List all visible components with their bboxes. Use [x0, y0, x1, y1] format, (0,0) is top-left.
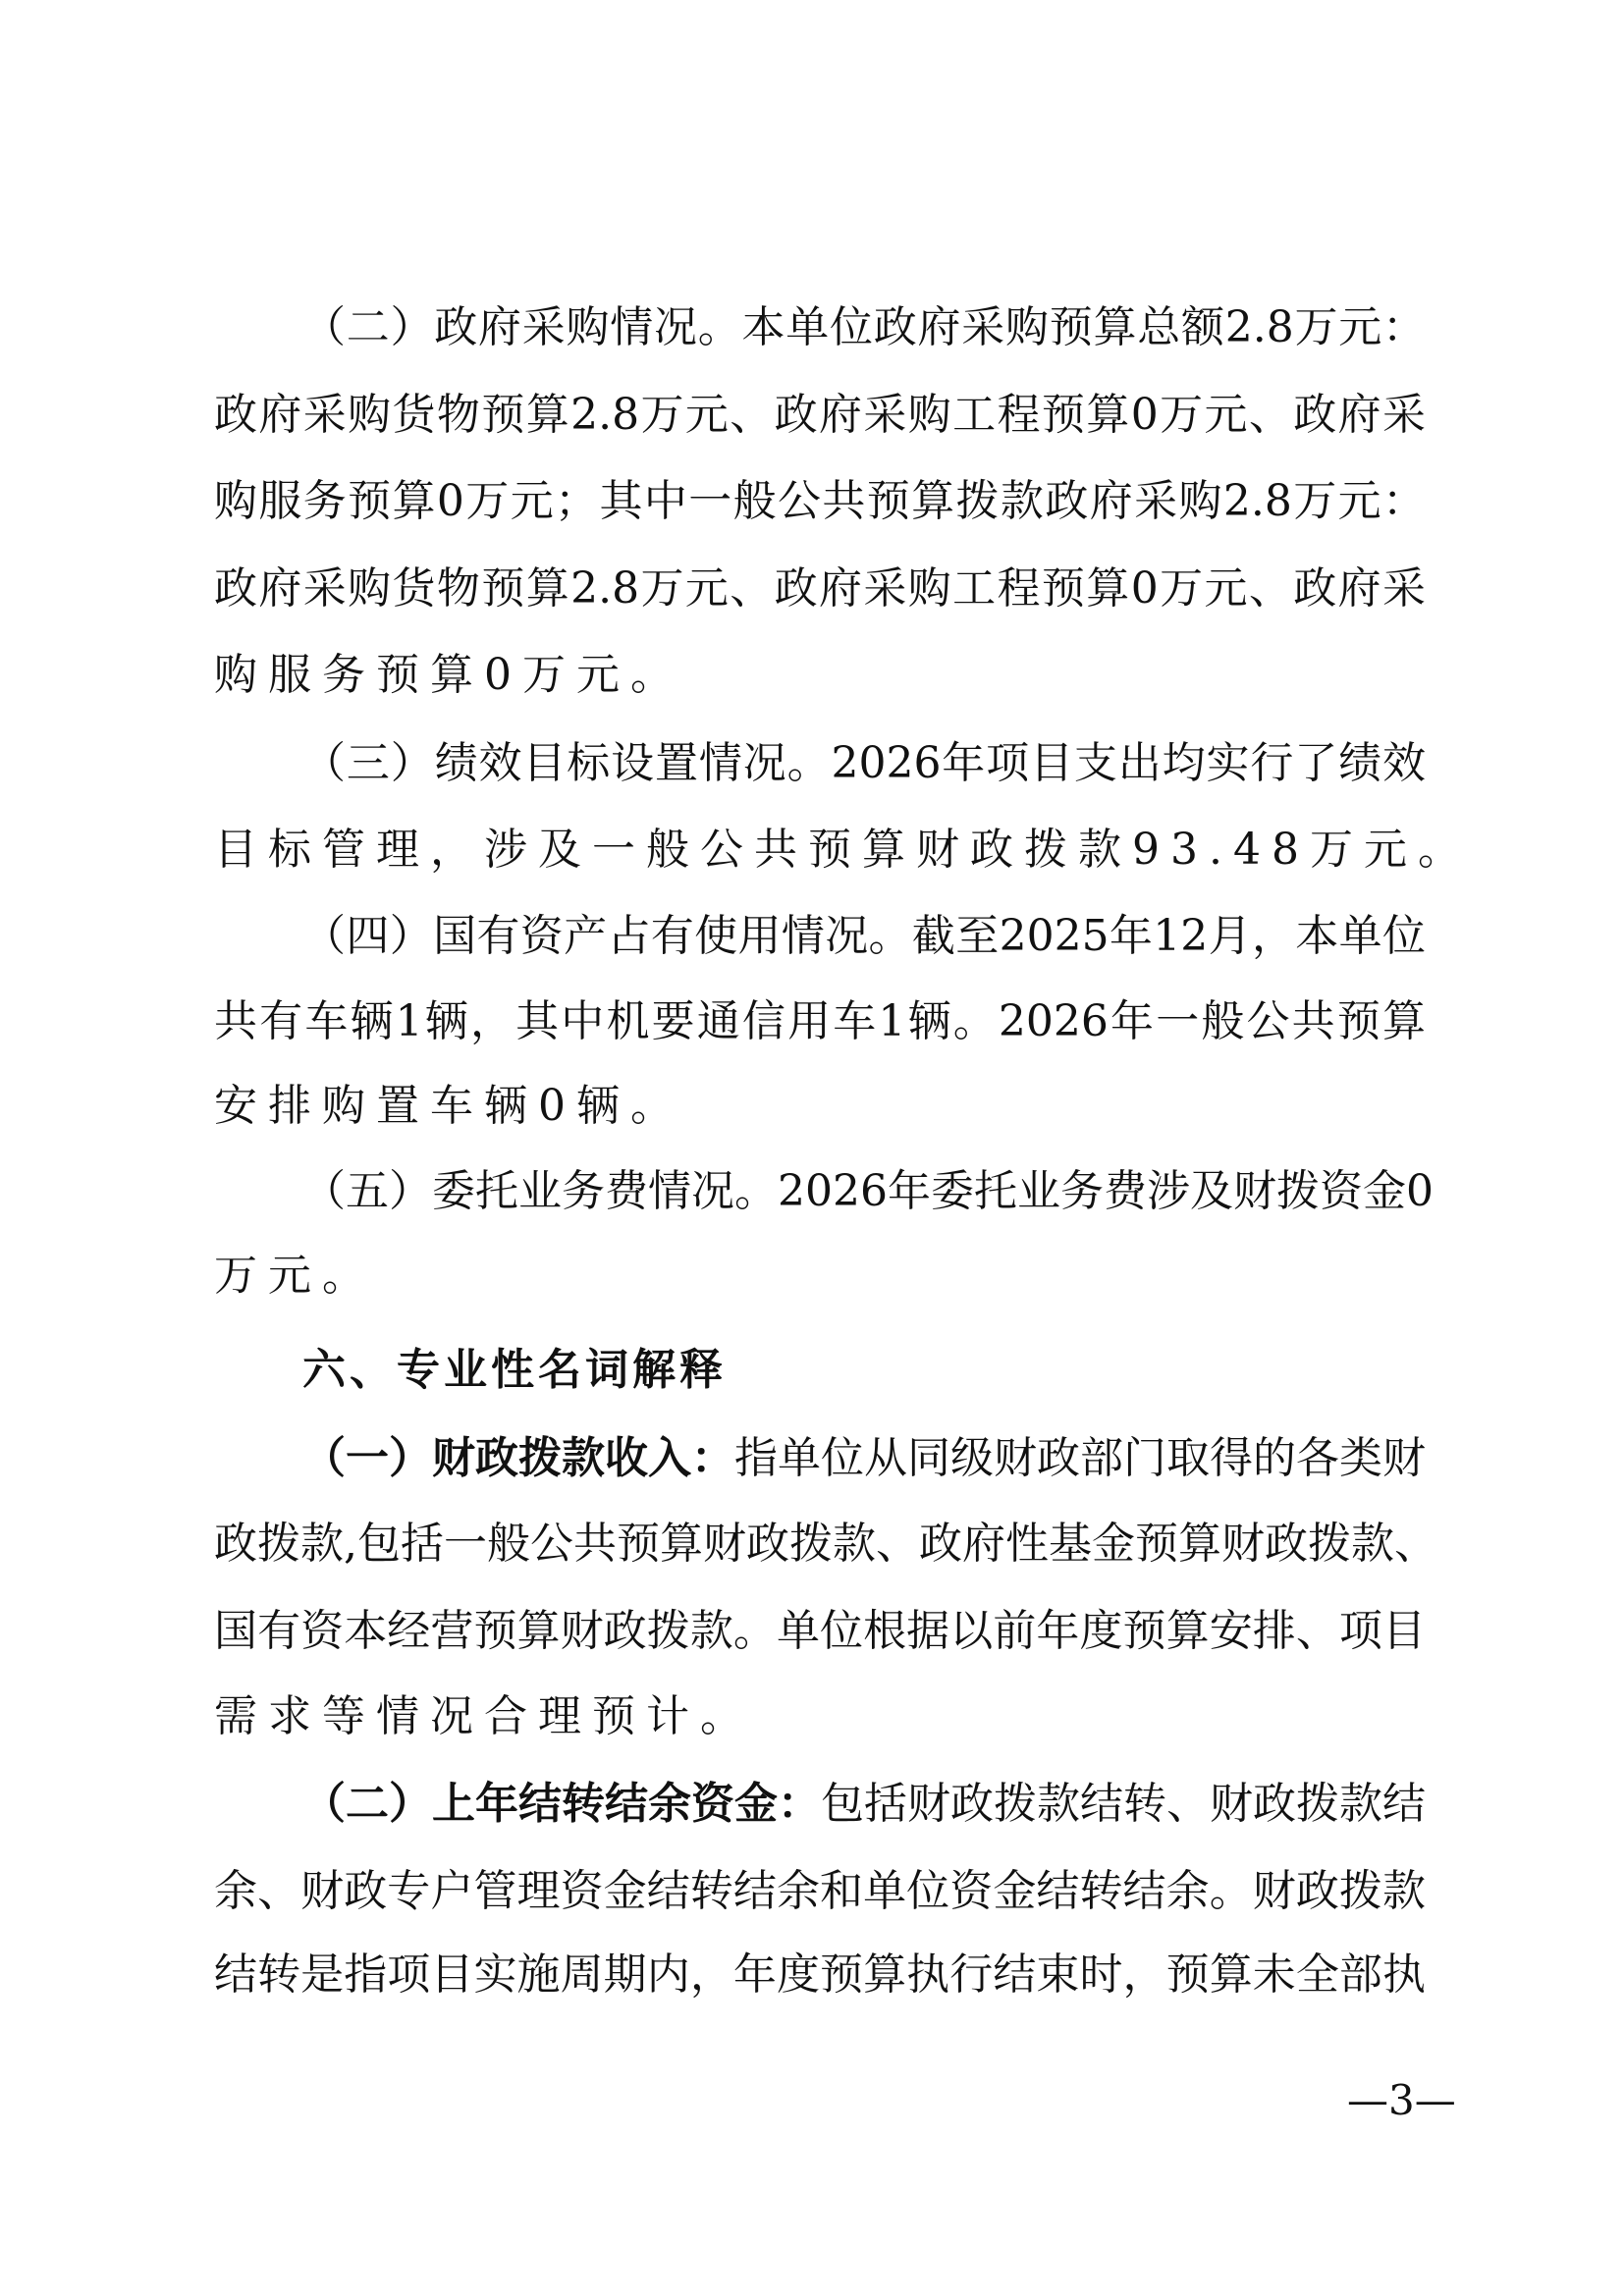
paragraph-line: 政府采购货物预算2.8万元、政府采购工程预算0万元、政府采 — [214, 390, 1426, 440]
definition-term: （二）上年结转结余资金： — [302, 1779, 821, 1829]
definition-line: （一）财政拨款收入：指单位从同级财政部门取得的各类财 — [302, 1433, 1426, 1483]
definition-term: （一）财政拨款收入： — [302, 1433, 734, 1483]
paragraph-line: 万元。 — [214, 1251, 376, 1301]
paragraph-line: 共有车辆1辆，其中机要通信用车1辆。2026年一般公共预算 — [214, 996, 1426, 1046]
paragraph-line: （五）委托业务费情况。2026年委托业务费涉及财拨资金0 — [302, 1166, 1434, 1216]
paragraph-line: 安排购置车辆0辆。 — [214, 1081, 684, 1131]
definition-line: 余、财政专户管理资金结转结余和单位资金结转结余。财政拨款 — [214, 1866, 1426, 1916]
definition-line: （二）上年结转结余资金：包括财政拨款结转、财政拨款结 — [302, 1779, 1426, 1829]
definition-line: 需求等情况合理预计。 — [214, 1691, 754, 1741]
paragraph-line: （二）政府采购情况。本单位政府采购预算总额2.8万元： — [302, 302, 1427, 352]
paragraph-line: （四）国有资产占有使用情况。截至2025年12月，本单位 — [302, 911, 1427, 961]
paragraph-line: 购服务预算0万元；其中一般公共预算拨款政府采购2.8万元： — [214, 476, 1426, 526]
paragraph-line: （三）绩效目标设置情况。2026年项目支出均实行了绩效 — [302, 738, 1427, 788]
definition-line: 结转是指项目实施周期内，年度预算执行结束时，预算未全部执 — [214, 1949, 1426, 2000]
paragraph-line: 目标管理，涉及一般公共预算财政拨款93.48万元。 — [214, 825, 1472, 875]
definition-line: 国有资本经营预算财政拨款。单位根据以前年度预算安排、项目 — [214, 1606, 1426, 1656]
paragraph-line: 购服务预算0万元。 — [214, 650, 684, 700]
section-heading: 六、专业性名词解释 — [302, 1345, 727, 1395]
paragraph-line: 政府采购货物预算2.8万元、政府采购工程预算0万元、政府采 — [214, 563, 1426, 614]
page-number: —3— — [1347, 2076, 1456, 2124]
definition-line: 政拨款,包括一般公共预算财政拨款、政府性基金预算财政拨款、 — [214, 1519, 1437, 1569]
